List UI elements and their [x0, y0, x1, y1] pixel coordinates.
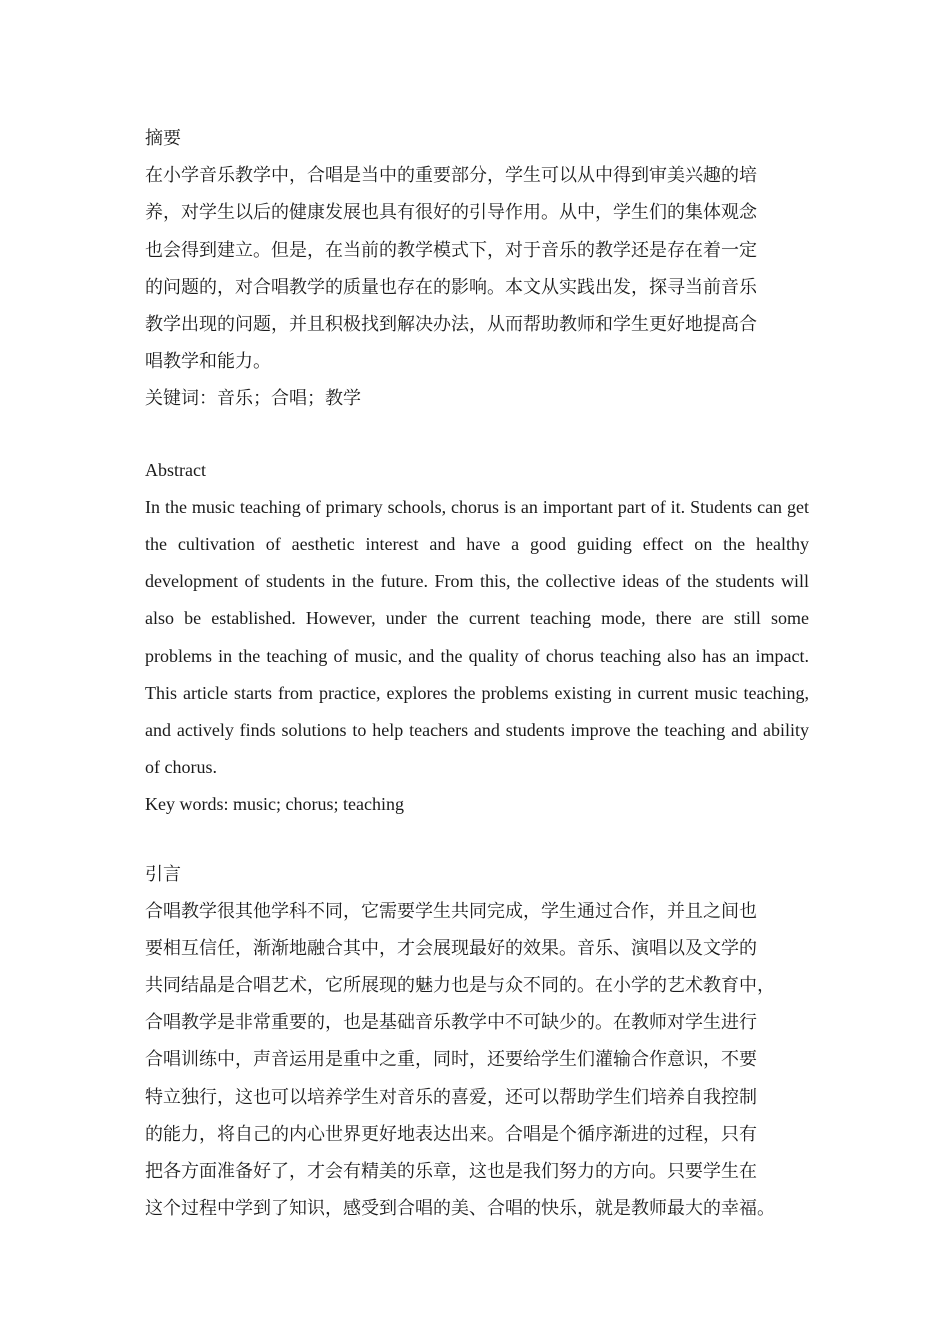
introduction-line: 这个过程中学到了知识，感受到合唱的美、合唱的快乐，就是教师最大的幸福。	[145, 1198, 775, 1219]
introduction-line: 的能力，将自己的内心世界更好地表达出来。合唱是个循序渐进的过程，只有	[145, 1123, 757, 1144]
introduction-line: 合唱教学是非常重要的，也是基础音乐教学中不可缺少的。在教师对学生进行	[145, 1012, 757, 1033]
chinese-abstract-line: 的问题的，对合唱教学的质量也存在的影响。本文从实践出发，探寻当前音乐	[145, 276, 757, 297]
section-spacer	[145, 418, 809, 452]
chinese-abstract-line: 在小学音乐教学中，合唱是当中的重要部分，学生可以从中得到审美兴趣的培	[145, 165, 757, 186]
introduction-line: 要相互信任，渐渐地融合其中，才会展现最好的效果。音乐、演唱以及文学的	[145, 937, 757, 958]
chinese-abstract-line: 教学出现的问题，并且积极找到解决办法，从而帮助教师和学生更好地提高合	[145, 313, 757, 334]
introduction-line: 共同结晶是合唱艺术，它所展现的魅力也是与众不同的。在小学的艺术教育中，	[145, 975, 775, 996]
introduction-line: 合唱训练中，声音运用是重中之重，同时，还要给学生们灌输合作意识，不要	[145, 1049, 757, 1070]
introduction-line: 合唱教学很其他学科不同，它需要学生共同完成，学生通过合作，并且之间也	[145, 900, 757, 921]
english-abstract-section	[145, 452, 809, 824]
chinese-abstract-section	[145, 120, 809, 418]
chinese-abstract-body	[145, 157, 809, 380]
introduction-line: 把各方面准备好了，才会有精美的乐章，这也是我们努力的方向。只要学生在	[145, 1161, 757, 1181]
chinese-abstract-line: 唱教学和能力。	[145, 351, 271, 372]
chinese-abstract-heading: 摘要	[145, 128, 181, 148]
english-abstract-heading: Abstract	[145, 459, 206, 480]
section-spacer	[145, 824, 809, 856]
english-keywords: Key words: music; chorus; teaching	[145, 794, 404, 815]
introduction-body	[145, 893, 809, 1228]
english-abstract-body: In the music teaching of primary schools, chorus is an important part of it. Students can get the cultivation of aesthetic interest and have a good guiding effect on the healthy development of students in the future. From this, the collective ideas of the students will also be established. However, under the current teaching mode, there are still some problems in the teaching of music, and the quality of chorus teaching also has an impact. This article starts from practice, explores the problems existing in current music teaching, and actively finds solutions to help teachers and students improve the teaching and ability of chorus.	[145, 496, 809, 778]
chinese-keywords: 关键词：音乐；合唱；教学	[145, 388, 361, 409]
introduction-section	[145, 856, 809, 1228]
chinese-abstract-line: 养，对学生以后的健康发展也具有很好的引导作用。从中，学生们的集体观念	[145, 202, 757, 223]
document-page	[145, 120, 809, 1227]
chinese-abstract-line: 也会得到建立。但是，在当前的教学模式下，对于音乐的教学还是存在着一定	[145, 239, 757, 260]
introduction-heading: 引言	[145, 863, 181, 884]
introduction-line: 特立独行，这也可以培养学生对音乐的喜爱，还可以帮助学生们培养自我控制	[145, 1086, 757, 1107]
